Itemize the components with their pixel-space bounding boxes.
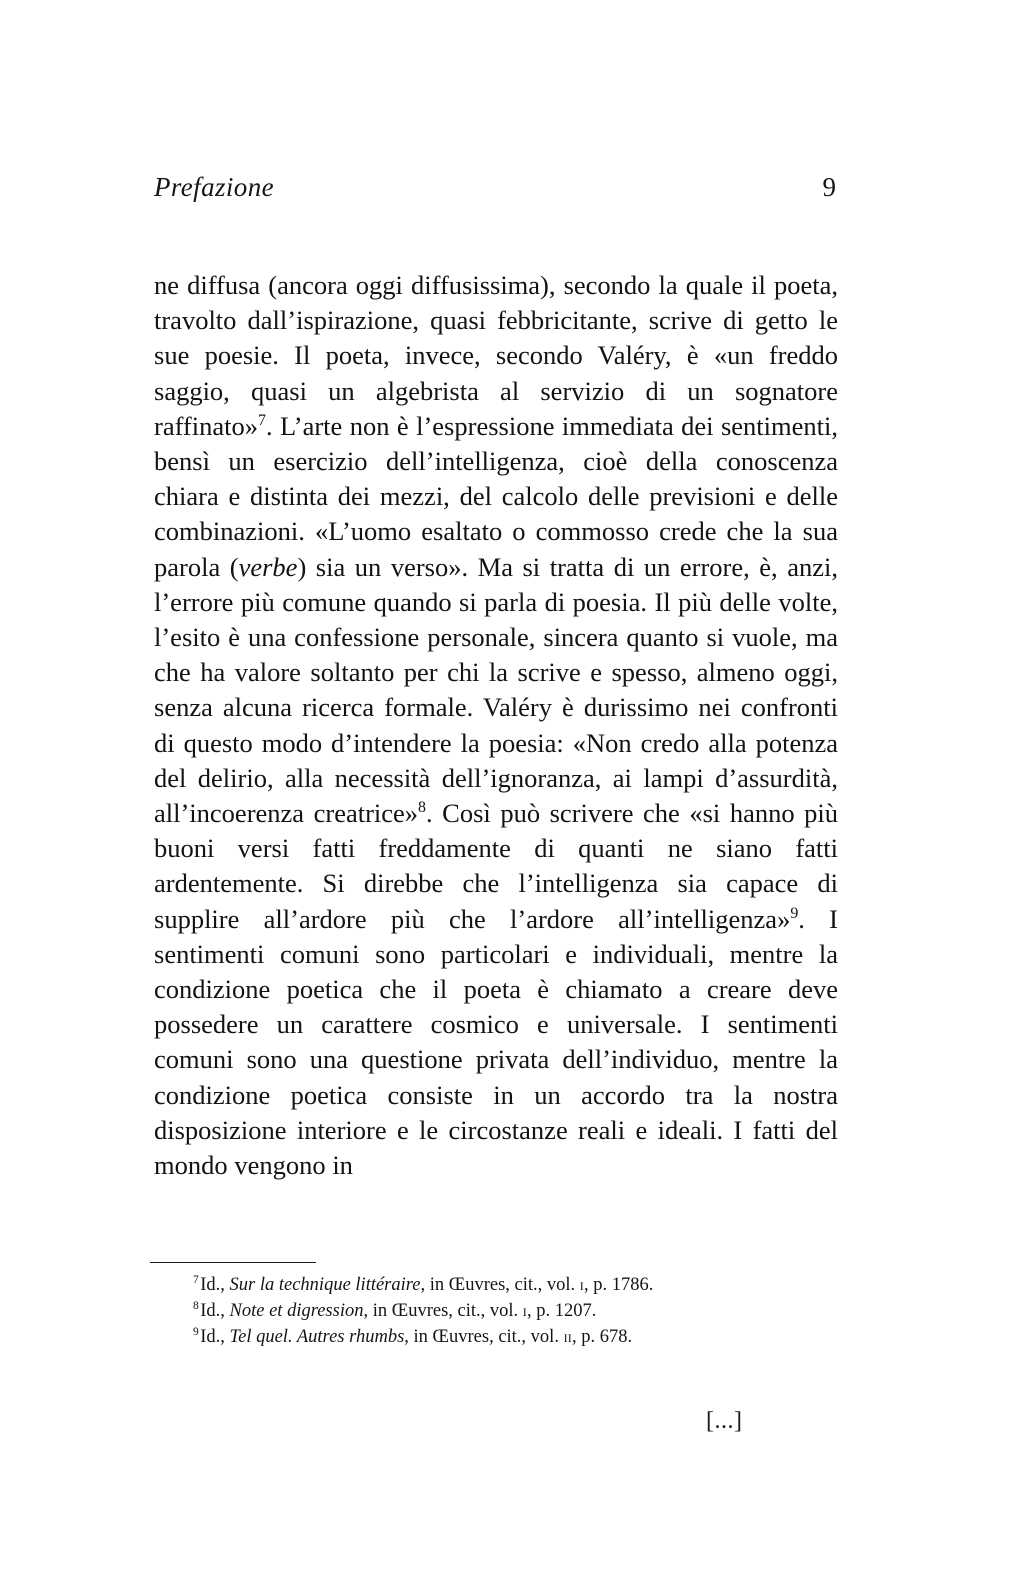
footnote-item bbox=[154, 1324, 838, 1350]
footnote-marker: 8 bbox=[193, 1299, 199, 1312]
footnote-text: Id., Sur la technique littéraire, in Œuvres, cit., vol. i, p. 1786. bbox=[200, 1275, 654, 1295]
footnote-separator-rule bbox=[150, 1262, 316, 1263]
running-head bbox=[154, 172, 836, 203]
footnote-block bbox=[154, 1272, 838, 1350]
body-text-block bbox=[154, 268, 838, 1183]
footnote-item bbox=[154, 1272, 838, 1298]
footnote-text: Id., Tel quel. Autres rhumbs, in Œuvres, cit., vol. ii, p. 678. bbox=[200, 1327, 633, 1347]
footnote-marker: 9 bbox=[193, 1325, 199, 1338]
body-paragraph: ne diffusa (ancora oggi diffusissima), secondo la quale il poeta, travolto dall’ispirazione, quasi febbricitante, scrive di getto le sue poesie. Il poeta, invece, secondo Valéry, è «un freddo saggio, quasi un algebrista al servizio di un sognatore raffinato»$^7$. L’arte non è l’espressione immediata dei sentimenti, bensì un esercizio dell’intelligenza, cioè della conoscenza chiara e distinta dei mezzi, del calcolo delle previsioni e delle combinazioni. «L’uomo esaltato o commosso crede che la sua parola (verbe) sia un verso». Ma si tratta di un errore, è, anzi, l’errore più comune quando si parla di poesia. Il più delle volte, l’esito è una confessione personale, sincera quanto si vuole, ma che ha valore soltanto per chi la scrive e spesso, almeno oggi, senza alcuna ricerca formale. Valéry è durissimo nei confronti di questo modo d’intendere la poesia: «Non credo alla potenza del delirio, alla necessità dell’ignoranza, ai lampi d’assurdità, all’incoerenza creatrice»$^8$. Così può scrivere che «si hanno più buoni versi fatti freddamente di quanti ne siano fatti ardentemente. Si direbbe che l’intelligenza sia capace di supplire all’ardore più che l’ardore all’intelligenza»$^9$. I sentimenti comuni sono particolari e individuali, mentre la condizione poetica che il poeta è chiamato a creare deve possedere un carattere cosmico e universale. I sentimenti comuni sono una questione privata dell’individuo, mentre la condizione poetica consiste in un accordo tra la nostra disposizione interiore e le circostanze reali e ideali. I fatti del mondo vengono in bbox=[154, 270, 838, 1181]
footnote-item bbox=[154, 1298, 838, 1324]
running-head-title: Prefazione bbox=[154, 172, 274, 202]
ellipsis-marker: [...] bbox=[706, 1408, 743, 1434]
footnote-marker: 7 bbox=[193, 1273, 199, 1286]
footnote-text: Id., Note et digression, in Œuvres, cit., vol. i, p. 1207. bbox=[200, 1301, 597, 1321]
page-number: 9 bbox=[822, 172, 836, 202]
